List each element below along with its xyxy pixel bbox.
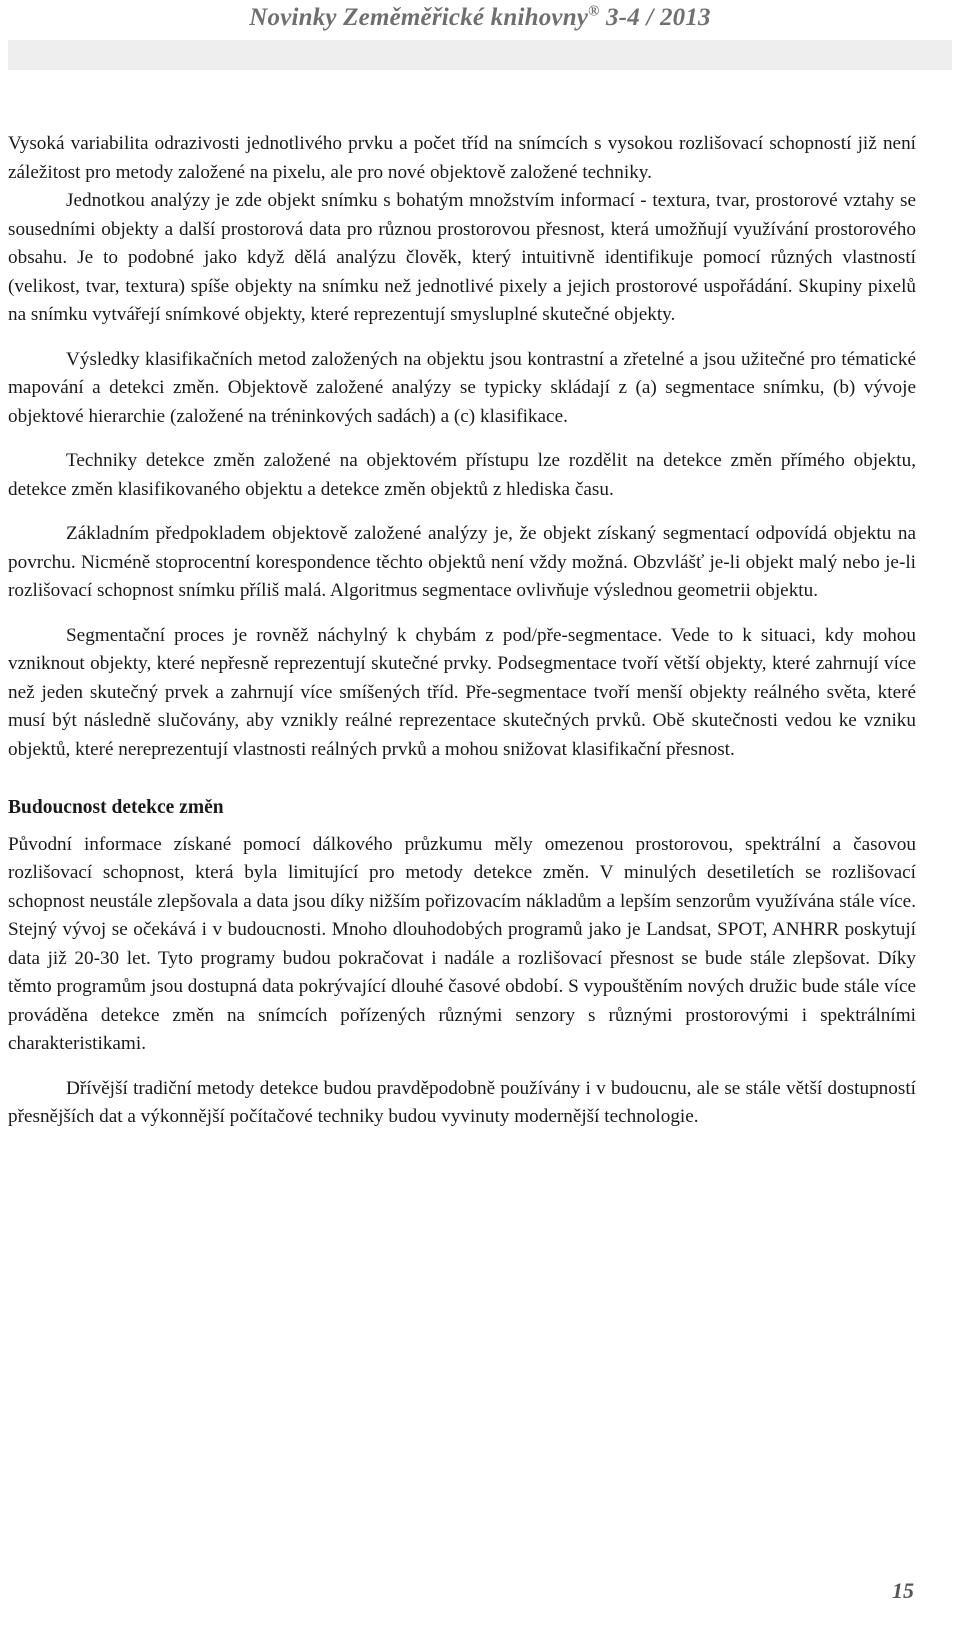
paragraph: Původní informace získané pomocí dálkového průzkumu měly omezenou prostorovou, spektrální a časovou rozlišovací schopnost, která byla limitující pro metody detekce změn. V minulých desetiletích se rozlišovací schopnost neustále zlepšovala a data jsou díky nižším pořizovacím nákladům a lepším senzorům využívána stále více. Stejný vývoj se očekává i v budoucnosti. Mnoho dlouhodobých programů jako je Landsat, SPOT, ANHRR poskytují data již 20-30 let. Tyto programy budou pokračovat i nadále a rozlišovací přesnost se bude stále zlepšovat. Díky těmto programům jsou dostupná data pokrývající dlouhé časové období. S vypouštěním nových družic bude stále více prováděna detekce změn na snímcích pořízených různými senzory s různými prostorovými i spektrálními charakteristikami. <box>8 833 916 1054</box>
article-body <box>8 130 916 1148</box>
journal-title: Novinky Zeměměřické knihovny <box>249 4 589 31</box>
paragraph: Dřívější tradiční metody detekce budou pravděpodobně používány i v budoucnu, ale se stále větší dostupností přesnějších dat a výkonnější počítačové techniky budou vyvinuty modernější technologie. <box>8 1077 916 1127</box>
registered-trademark: ® <box>588 3 600 20</box>
paragraph: Základním předpokladem objektově založené analýzy je, že objekt získaný segmentací odpovídá objektu na povrchu. Nicméně stoprocentní korespondence těchto objektů není vždy možná. Obzvlášť je-li objekt malý nebo je-li rozlišovací schopnost snímku příliš malá. Algoritmus segmentace ovlivňuje výslednou geometrii objektu. <box>8 523 916 601</box>
paragraph: Vysoká variabilita odrazivosti jednotlivého prvku a počet tříd na snímcích s vysokou rozlišovací schopností již není záležitost pro metody založené na pixelu, ale pro nové objektově založené techniky. <box>8 133 916 183</box>
paragraph: Jednotkou analýzy je zde objekt snímku s bohatým množstvím informací - textura, tvar, prostorové vztahy se sousedními objekty a další prostorová data pro různou prostorovou přesnost, která umožňují využívání prostorového obsahu. Je to podobné jako když dělá analýzu člověk, který intuitivně identifikuje pomocí různých vlastností (velikost, tvar, textura) spíše objekty na snímku než jednotlivé pixely a jejich prostorové uspořádání. Skupiny pixelů na snímku vytvářejí snímkové objekty, které reprezentují smysluplné skutečné objekty. <box>8 190 916 325</box>
header-band <box>8 40 952 70</box>
issue-number: 3-4 / 2013 <box>605 4 711 31</box>
page-number: 15 <box>892 1578 914 1603</box>
section-heading: Budoucnost detekce změn <box>8 797 224 818</box>
paragraph: Výsledky klasifikačních metod založených na objektu jsou kontrastní a zřetelné a jsou užitečné pro tématické mapování a detekci změn. Objektově založené analýzy se typicky skládají z (a) segmentace snímku, (b) vývoje objektové hierarchie (založené na tréninkových sadách) a (c) klasifikace. <box>8 348 916 427</box>
paragraph: Segmentační proces je rovněž náchylný k chybám z pod/pře-segmentace. Vede to k situaci, kdy mohou vzniknout objekty, které nepřesně reprezentují skutečné prvky. Podsegmentace tvoří větší objekty, které zahrnují více než jeden skutečný prvek a zahrnují více smíšených tříd. Pře-segmentace tvoří menší objekty reálného světa, které musí být následně slučovány, aby vznikly reálné reprezentace skutečných prvků. Obě skutečnosti vedou ke vzniku objektů, které nereprezentují vlastnosti reálných prvků a mohou snižovat klasifikační přesnost. <box>8 624 916 760</box>
paragraph: Techniky detekce změn založené na objektovém přístupu lze rozdělit na detekce změn přímého objektu, detekce změn klasifikovaného objektu a detekce změn objektů z hlediska času. <box>8 450 916 500</box>
running-header <box>0 4 960 32</box>
